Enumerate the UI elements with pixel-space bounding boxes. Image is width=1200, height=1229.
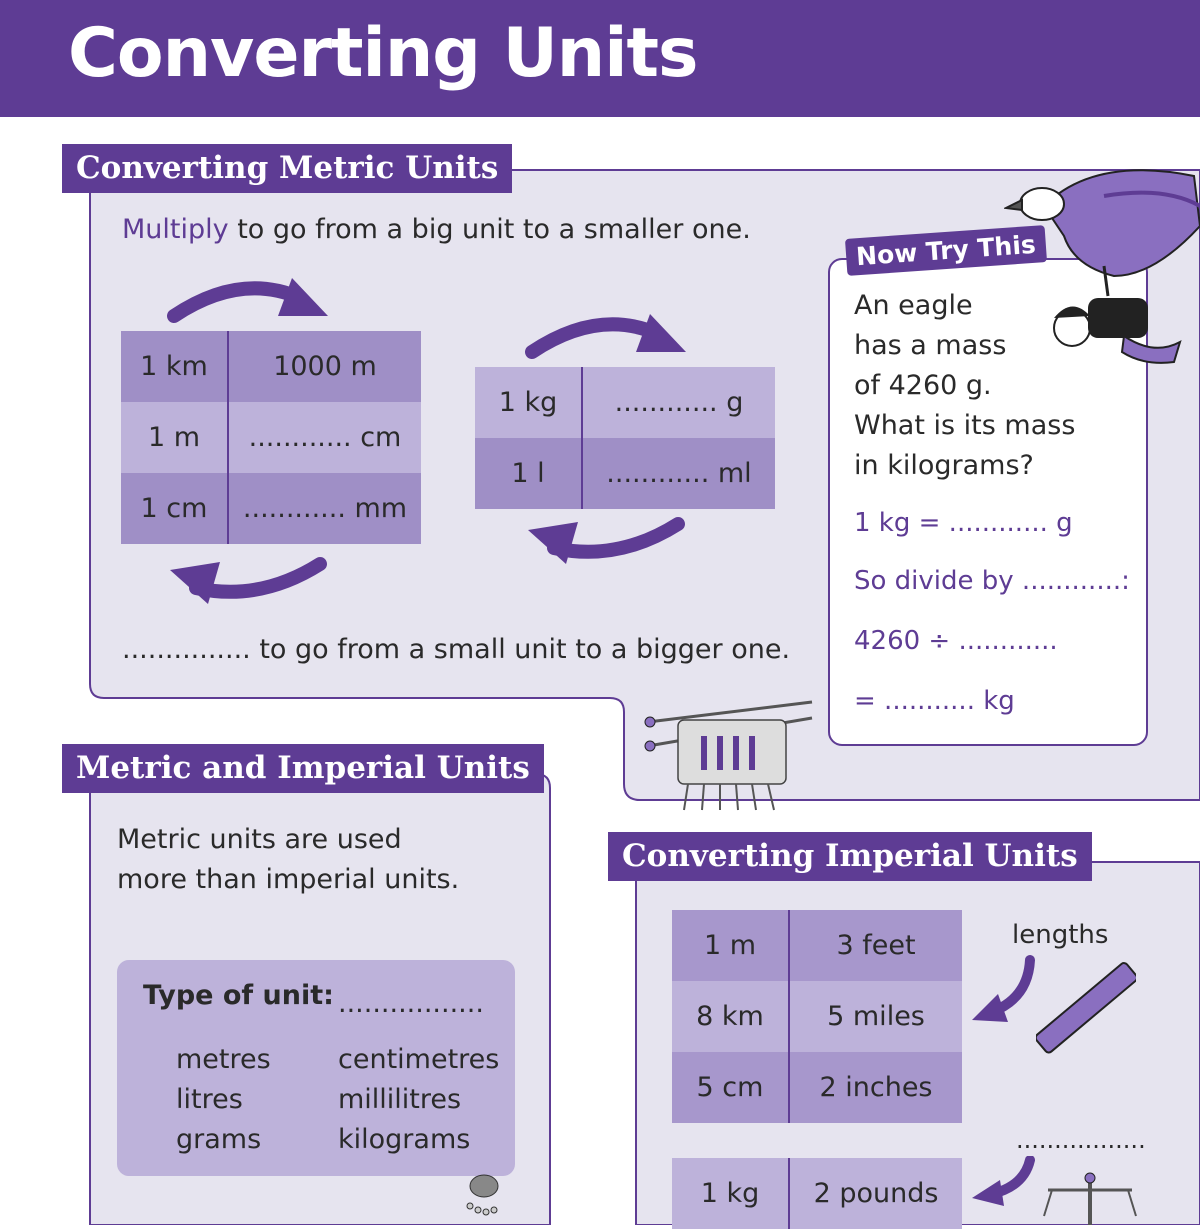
ruler-icon <box>1036 962 1136 1062</box>
cell: ............ cm <box>228 402 421 473</box>
scales-icon <box>1040 1170 1140 1225</box>
cell: ............ ml <box>582 438 775 509</box>
divide-blank: ............... <box>122 634 251 665</box>
arrow-left-icon <box>160 552 340 612</box>
mi-intro <box>117 820 459 900</box>
arrow-right-icon <box>518 308 698 368</box>
multiply-rest: to go from a big unit to a smaller one. <box>228 214 751 245</box>
cell: 2 pounds <box>789 1158 962 1229</box>
divide-rest: to go from a small unit to a bigger one. <box>250 634 791 665</box>
knitting-illustration-icon <box>644 696 814 816</box>
arrow-right-icon <box>160 272 340 332</box>
cell: 3 feet <box>789 910 962 981</box>
type-blank: ................. <box>338 988 484 1019</box>
page-title: Converting Units <box>68 14 698 93</box>
now-try-this-tag: Now Try This <box>845 225 1047 276</box>
cell: 1 kg <box>475 367 582 438</box>
multiply-word: Multiply <box>122 214 229 245</box>
unit-item: metres <box>176 1044 271 1075</box>
question-line: has a mass <box>854 330 1007 361</box>
cell: 5 miles <box>789 981 962 1052</box>
eagle-illustration-icon <box>1004 166 1200 376</box>
unit-item: kilograms <box>338 1124 471 1155</box>
unit-column-2 <box>338 1040 499 1160</box>
arrow-left-icon <box>518 512 698 572</box>
unit-item: millilitres <box>338 1084 462 1115</box>
cell: 1 cm <box>121 473 228 544</box>
imperial-section-title: Converting Imperial Units <box>608 832 1092 881</box>
question-line: An eagle <box>854 290 973 321</box>
lengths-label: lengths <box>1012 920 1109 950</box>
mi-intro-line: more than imperial units. <box>117 864 460 895</box>
type-label: Type of unit: <box>143 980 334 1011</box>
try-step: = ........... kg <box>854 686 1015 716</box>
cell: 1 m <box>121 402 228 473</box>
unit-column-1 <box>176 1040 271 1160</box>
imperial-table-length <box>672 910 962 1123</box>
try-step: So divide by ............: <box>854 566 1130 596</box>
unit-item: grams <box>176 1124 262 1155</box>
arrow-down-left-icon <box>968 1156 1048 1206</box>
imperial-table-mass <box>672 1158 962 1229</box>
cell: 1 km <box>121 331 228 402</box>
unit-item: centimetres <box>338 1044 500 1075</box>
cell: 1 kg <box>672 1158 789 1229</box>
metric-table-length <box>121 331 421 544</box>
footprint-icon <box>462 1172 506 1222</box>
cell: 5 cm <box>672 1052 789 1123</box>
metric-section-title: Converting Metric Units <box>62 144 512 193</box>
question-line: What is its mass <box>854 410 1076 441</box>
mass-blank: ................. <box>1016 1126 1146 1154</box>
cell: ............ g <box>582 367 775 438</box>
multiply-sentence <box>122 214 751 245</box>
metric-imperial-section-title: Metric and Imperial Units <box>62 744 544 793</box>
cell: 1 l <box>475 438 582 509</box>
cell: 1 m <box>672 910 789 981</box>
cell: 1000 m <box>228 331 421 402</box>
cell: 8 km <box>672 981 789 1052</box>
question-line: of 4260 g. <box>854 370 992 401</box>
try-step: 1 kg = ............ g <box>854 508 1073 538</box>
cell: ............ mm <box>228 473 421 544</box>
divide-sentence <box>122 634 790 665</box>
metric-table-mass-volume <box>475 367 775 509</box>
mi-intro-line: Metric units are used <box>117 824 402 855</box>
unit-item: litres <box>176 1084 243 1115</box>
question-line: in kilograms? <box>854 450 1034 481</box>
try-step: 4260 ÷ ............ <box>854 626 1058 656</box>
cell: 2 inches <box>789 1052 962 1123</box>
